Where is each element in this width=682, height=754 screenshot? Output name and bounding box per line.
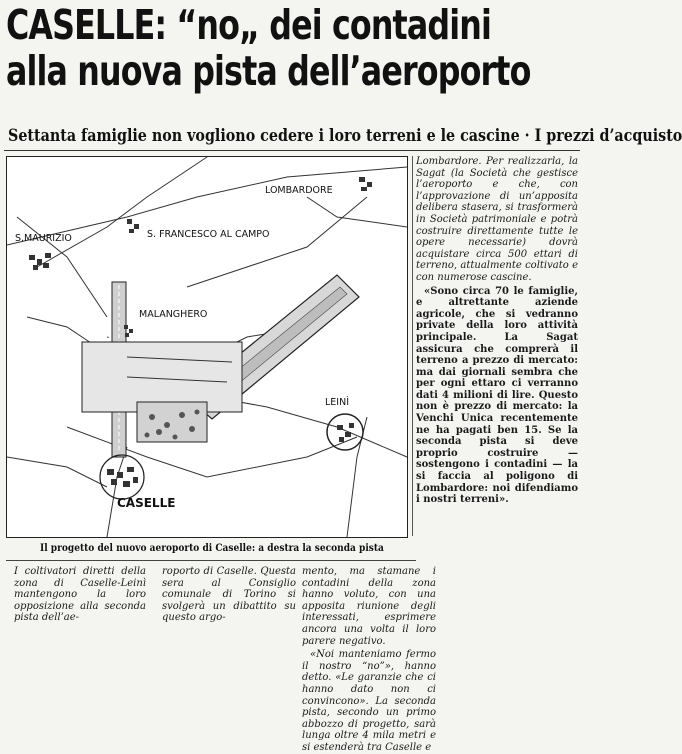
label-malanghero: MALANGHERO — [139, 309, 208, 320]
airport-map — [6, 156, 408, 538]
headline — [6, 1, 531, 95]
top-rule — [4, 150, 580, 151]
map-caption: Il progetto del nuovo aeroporto di Caselle: a destra la seconda pista — [40, 542, 384, 554]
article-column-3 — [302, 566, 436, 754]
label-lombardore: LOMBARDORE — [265, 185, 333, 196]
headline-line-1: CASELLE: “no„ dei contadini — [6, 1, 491, 49]
town-s-maurizio — [29, 253, 51, 270]
headline-line-2: alla nuova pista dell’aeroporto — [6, 47, 531, 95]
airport-complex — [82, 342, 242, 442]
town-leini — [327, 414, 363, 450]
right-column-paragraph-1: Lombardore. Per realizzarla, la Sagat (la Società che gestisce l’aeroporto e che, con l’approvazione di un’apposita delibera stasera, si trasformerà in Società patrimoniale e potrà costruire direttamente tutte le opere necessarie) dovrà acquistare circa 500 ettari di terreno, attualmente coltivato e con numerose cascine. — [416, 156, 578, 283]
caption-rule — [6, 560, 416, 561]
column-3-paragraph-2: «Noi manteniamo fermo il nostro “no”», hanno detto. «Le garanzie che ci hanno dato non ci convincono». La seconda pista, secondo un primo abbozzo di progetto, sarà lunga oltre 4 mila metri e si estenderà tra Caselle e — [302, 649, 436, 753]
article-right-column — [416, 156, 578, 506]
column-divider — [412, 156, 413, 536]
label-s-maurizio: S.MAURIZIO — [15, 233, 72, 244]
label-caselle: CASELLE — [117, 496, 176, 510]
article-column-2: roporto di Caselle. Questa sera al Consiglio comunale di Torino si svolgerà un dibattito su questo argo- — [162, 566, 296, 624]
label-s-francesco: S. FRANCESCO AL CAMPO — [147, 229, 270, 240]
article-column-1: I coltivatori diretti della zona di Caselle-Leinì mantengono la loro opposizione alla seconda pista dell’ae- — [14, 566, 146, 624]
right-column-paragraph-2: «Sono circa 70 le famiglie, e altrettante aziende agricole, che si vedranno private della loro attività principale. La Sagat assicura che comprerà il terreno a prezzo di mercato: ma dai giornali sembra che per ogni ettaro ci verranno dati 4 milioni di lire. Questo non è prezzo di mercato: la Venchi Unica recentemente ne ha pagati ben 15. Se la seconda pista si deve proprio costruire — sostengono i contadini — la si faccia al poligono di Lombardore: noi difendiamo i nostri terreni». — [416, 285, 578, 506]
subheadline: Settanta famiglie non vogliono cedere i loro terreni e le cascine · I prezzi d’acquisto — [8, 126, 682, 146]
column-3-paragraph-1: mento, ma stamane i contadini della zona hanno voluto, con una apposita riunione degli interessati, esprimere ancora una volta il loro parere negativo. — [302, 566, 436, 647]
town-lombardore — [359, 177, 372, 191]
map-illustration — [7, 157, 407, 537]
town-s-francesco — [127, 219, 139, 233]
label-leini: LEINÌ — [325, 397, 350, 408]
